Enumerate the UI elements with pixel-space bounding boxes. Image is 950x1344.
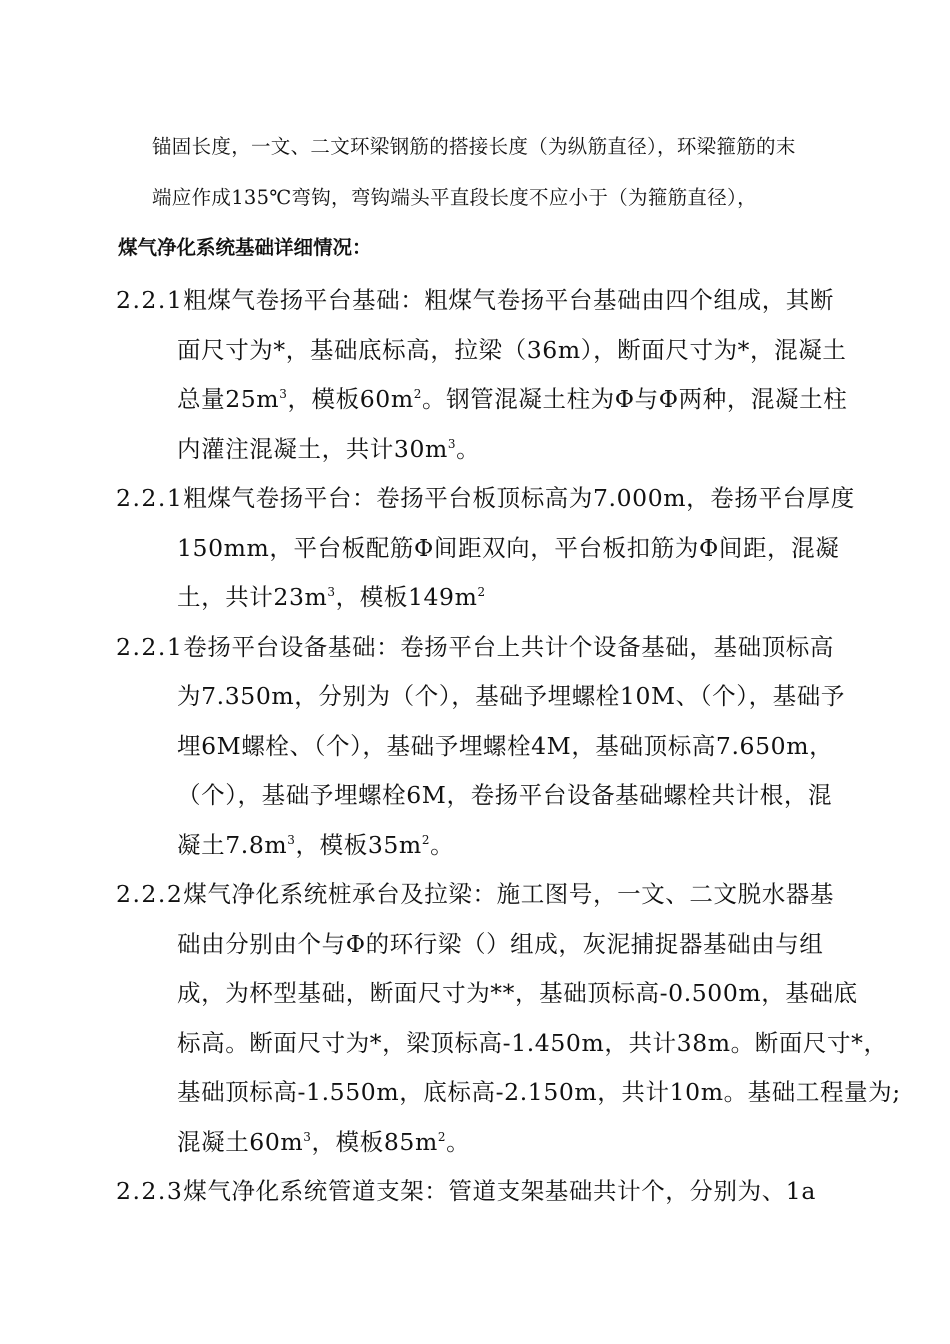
section-continuation-line	[177, 776, 832, 810]
section-continuation-line	[177, 331, 846, 365]
section-number: 2.2.1	[116, 484, 184, 512]
superscript: 3	[447, 436, 457, 451]
section-continuation-line	[177, 727, 833, 761]
section-number: 2.2.2	[116, 880, 184, 908]
superscript: 3	[279, 387, 288, 402]
superscript: 2	[421, 832, 431, 847]
section-text: 煤气净化系统桩承台及拉梁：施工图号，一文、二文脱水器基	[183, 880, 834, 908]
section-first-line	[116, 875, 834, 909]
superscript: 3	[287, 832, 296, 847]
section-text: 基础顶标高-1.550m，底标高-2.150m，共计10m。基础工程量为;	[177, 1078, 901, 1106]
section-continuation-line	[177, 380, 847, 414]
section-text: 凝土$7.8m^3$，模板$35m^2$。	[177, 830, 455, 859]
section-number: 2.2.1	[116, 286, 184, 314]
superscript: 3	[303, 1129, 312, 1144]
section-first-line	[116, 628, 834, 662]
section-first-line	[116, 479, 855, 513]
section-text: 土，共计$23m^3$，模板$149m^2$	[177, 583, 486, 611]
section-text: 150mm，平台板配筋Φ间距双向，平台板扣筋为Φ间距，混凝	[177, 533, 840, 562]
intro-line-2: 端应作成135℃弯钩，弯钩端头平直段长度不应小于（为箍筋直径），	[152, 186, 757, 209]
section-first-line	[116, 1172, 816, 1206]
section-heading: 煤气净化系统基础详细情况：	[118, 236, 372, 259]
section-number: 2.2.1	[116, 632, 184, 661]
section-text: 为7.350m，分别为（个），基础予埋螺栓10M、（个），基础予	[177, 682, 845, 710]
section-text: 粗煤气卷扬平台基础：粗煤气卷扬平台基础由四个组成，其断	[183, 286, 834, 314]
section-text: 总量$25m^3$，模板$60m^2$。钢管混凝土柱为Φ与Φ两种，混凝土柱	[177, 385, 848, 413]
section-text: 卷扬平台设备基础：卷扬平台上共计个设备基础，基础顶标高	[183, 632, 834, 661]
section-text: （个），基础予埋螺栓6M，卷扬平台设备基础螺栓共计根，混	[177, 781, 833, 809]
section-text: 标高。断面尺寸为*，梁顶标高-1.450m，共计38m。断面尺寸*，	[177, 1028, 888, 1057]
superscript: 3	[327, 585, 336, 600]
section-continuation-line	[177, 677, 845, 711]
section-text: 成，为杯型基础，断面尺寸为**，基础顶标高-0.500m，基础底	[177, 979, 858, 1007]
section-text: 内灌注混凝土，共计$30m^3$。	[177, 434, 481, 463]
section-text: 混凝土$60m^3$，模板$85m^2$。	[177, 1127, 471, 1156]
superscript: 2	[437, 1129, 447, 1144]
section-text: 础由分别由个与Φ的环行梁（）组成，灰泥捕捉器基础由与组	[177, 929, 824, 958]
section-text: 面尺寸为*，基础底标高，拉梁（36m），断面尺寸为*，混凝土	[177, 335, 847, 364]
section-continuation-line	[177, 1024, 888, 1058]
superscript: 2	[477, 585, 486, 600]
section-continuation-line	[177, 925, 823, 959]
section-continuation-line	[177, 826, 454, 860]
section-continuation-line	[177, 529, 839, 563]
superscript: 2	[413, 387, 422, 402]
section-text: 煤气净化系统管道支架：管道支架基础共计个，分别为、1a	[183, 1177, 816, 1205]
section-continuation-line	[177, 974, 858, 1008]
section-text: 粗煤气卷扬平台：卷扬平台板顶标高为7.000m，卷扬平台厚度	[183, 484, 855, 512]
section-continuation-line	[177, 430, 480, 464]
section-continuation-line	[177, 1073, 901, 1107]
section-text: 埋6M螺栓、（个），基础予埋螺栓4M，基础顶标高7.650m，	[177, 731, 834, 760]
section-continuation-line	[177, 578, 486, 612]
section-number: 2.2.3	[116, 1177, 184, 1205]
section-continuation-line	[177, 1123, 470, 1157]
intro-line-1: 锚固长度，一文、二文环梁钢筋的搭接长度（为纵筋直径），环梁箍筋的末	[152, 135, 796, 158]
section-first-line	[116, 281, 834, 315]
